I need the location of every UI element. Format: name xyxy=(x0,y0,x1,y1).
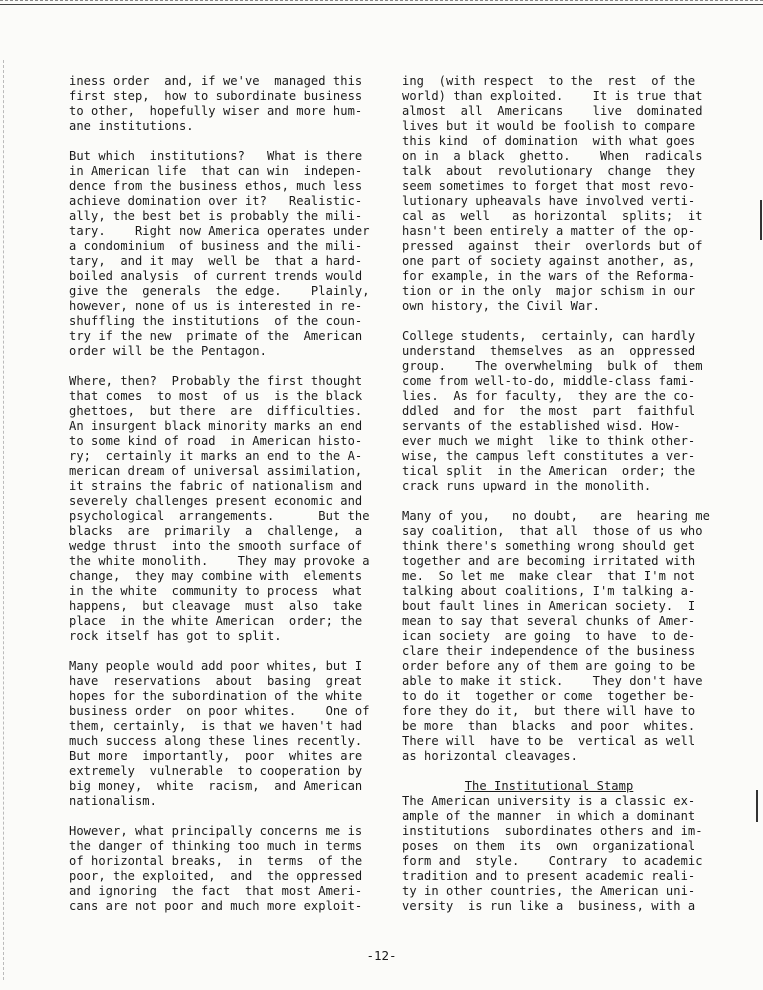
text-line: happens, but cleavage must also take xyxy=(69,599,363,613)
text-line: But more importantly, poor whites are xyxy=(69,749,363,763)
text-line: poor, the exploited, and the oppressed xyxy=(69,869,363,883)
text-line: hopes for the subordination of the white xyxy=(69,689,363,703)
paragraph xyxy=(69,74,371,134)
page-number: -12- xyxy=(366,948,397,963)
text-line: able to make it stick. They don't have xyxy=(402,674,703,688)
page-edge xyxy=(3,60,5,980)
text-line: of horizontal breaks, in terms of the xyxy=(69,854,363,868)
text-line: wedge thrust into the smooth surface of xyxy=(69,539,363,553)
text-line: servants of the established wisd. How- xyxy=(402,419,681,433)
text-line: first step, how to subordinate business xyxy=(69,89,363,103)
text-line: think there's something wrong should get xyxy=(402,539,696,553)
text-line: Where, then? Probably the first thought xyxy=(69,374,363,388)
text-line: iness order and, if we've managed this xyxy=(69,74,363,88)
right-column xyxy=(402,74,710,929)
text-line: ghettoes, but there are difficulties. xyxy=(69,404,363,418)
text-line: ry; certainly it marks an end to the A- xyxy=(69,449,363,463)
text-line: however, none of us is interested in re- xyxy=(69,299,363,313)
text-line: cal as well as horizontal splits; it xyxy=(402,209,703,223)
text-line: come from well-to-do, middle-class fami- xyxy=(402,374,696,388)
text-line: Many of you, no doubt, are hearing me xyxy=(402,509,710,523)
text-line: give the generals the edge. Plainly, xyxy=(69,284,370,298)
paragraph xyxy=(402,329,704,494)
text-line: tical split in the American order; the xyxy=(402,464,696,478)
left-column xyxy=(69,74,371,929)
text-line: be more than blacks and poor whites. xyxy=(402,719,696,733)
paragraph xyxy=(402,779,704,914)
text-line: have reservations about basing great xyxy=(69,674,363,688)
text-line: rock itself has got to split. xyxy=(69,629,282,643)
text-line: An insurgent black minority marks an end xyxy=(69,419,363,433)
text-line: as horizontal cleavages. xyxy=(402,749,578,763)
text-line: lives but it would be foolish to compare xyxy=(402,119,696,133)
text-line: business order on poor whites. One of xyxy=(69,704,370,718)
text-line: However, what principally concerns me is xyxy=(69,824,363,838)
text-line: extremely vulnerable to cooperation by xyxy=(69,764,363,778)
section-heading: The Institutional Stamp xyxy=(464,779,634,793)
text-line: tary. Right now America operates under xyxy=(69,224,370,238)
text-line: change, they may combine with elements xyxy=(69,569,363,583)
text-line: understand themselves as an oppressed xyxy=(402,344,696,358)
text-line: hasn't been entirely a matter of the op- xyxy=(402,224,696,238)
text-line: own history, the Civil War. xyxy=(402,299,600,313)
text-line: merican dream of universal assimilation, xyxy=(69,464,363,478)
text-line: me. So let me make clear that I'm not xyxy=(402,569,696,583)
text-line: ing (with respect to the rest of the xyxy=(402,74,696,88)
text-line: tion or in the only major schism in our xyxy=(402,284,696,298)
text-line: mean to say that several chunks of Amer- xyxy=(402,614,696,628)
text-line: clare their independence of the business xyxy=(402,644,696,658)
text-line: in the white community to process what xyxy=(69,584,363,598)
text-line: boiled analysis of current trends would xyxy=(69,269,363,283)
text-line: crack runs upward in the monolith. xyxy=(402,479,652,493)
text-line: blacks are primarily a challenge, a xyxy=(69,524,363,538)
text-line: say coalition, that all those of us who xyxy=(402,524,703,538)
text-line: world) than exploited. It is true that xyxy=(402,89,703,103)
text-line: talking about coalitions, I'm talking a- xyxy=(402,584,696,598)
text-line: it strains the fabric of nationalism and xyxy=(69,479,363,493)
text-line: College students, certainly, can hardly xyxy=(402,329,696,343)
text-line: lies. As for faculty, they are the co- xyxy=(402,389,696,403)
paragraph xyxy=(69,374,371,644)
paragraph xyxy=(69,659,371,809)
text-line: to some kind of road in American histo- xyxy=(69,434,363,448)
text-line: a condominium of business and the mili- xyxy=(69,239,363,253)
text-line: on in a black ghetto. When radicals xyxy=(402,149,703,163)
text-line: try if the new primate of the American xyxy=(69,329,363,343)
paragraph xyxy=(402,74,704,314)
text-line: tradition and to present academic reali- xyxy=(402,869,696,883)
paragraph xyxy=(69,149,371,359)
text-line: fore they do it, but there will have to xyxy=(402,704,696,718)
top-rule xyxy=(0,0,763,5)
text-line: that comes to most of us is the black xyxy=(69,389,363,403)
text-line: one part of society against another, as, xyxy=(402,254,696,268)
text-line: ican society are going to have to de- xyxy=(402,629,696,643)
paragraph xyxy=(402,509,710,764)
text-line: ddled and for the most part faithful xyxy=(402,404,696,418)
text-line: tary, and it may well be that a hard- xyxy=(69,254,363,268)
text-line: severely challenges present economic and xyxy=(69,494,363,508)
text-line: achieve domination over it? Realistic- xyxy=(69,194,363,208)
text-line: psychological arrangements. But the xyxy=(69,509,370,523)
margin-mark xyxy=(756,790,758,822)
text-line: together and are becoming irritated with xyxy=(402,554,696,568)
text-line: lutionary upheavals have involved verti- xyxy=(402,194,696,208)
text-line: shuffling the institutions of the coun- xyxy=(69,314,363,328)
text-line: and ignoring the fact that most Ameri- xyxy=(69,884,363,898)
text-line: order will be the Pentagon. xyxy=(69,344,267,358)
text-line: The American university is a classic ex- xyxy=(402,794,696,808)
text-line: the danger of thinking too much in terms xyxy=(69,839,363,853)
text-line: them, certainly, is that we haven't had xyxy=(69,719,363,733)
text-line: group. The overwhelming bulk of them xyxy=(402,359,703,373)
text-line: ane institutions. xyxy=(69,119,194,133)
text-line: But which institutions? What is there xyxy=(69,149,363,163)
text-line: versity is run like a business, with a xyxy=(402,899,696,913)
text-line: nationalism. xyxy=(69,794,157,808)
text-line: bout fault lines in American society. I xyxy=(402,599,696,613)
text-line: ally, the best bet is probably the mili- xyxy=(69,209,363,223)
text-line: to do it together or come together be- xyxy=(402,689,696,703)
text-line: for example, in the wars of the Reforma- xyxy=(402,269,696,283)
margin-mark xyxy=(760,200,762,240)
text-line: big money, white racism, and American xyxy=(69,779,363,793)
text-line: Many people would add poor whites, but I xyxy=(69,659,363,673)
text-line: order before any of them are going to be xyxy=(402,659,696,673)
text-line: poses on them its own organizational xyxy=(402,839,696,853)
text-line: ample of the manner in which a dominant xyxy=(402,809,696,823)
text-line: cans are not poor and much more exploit- xyxy=(69,899,363,913)
text-line: There will have to be vertical as well xyxy=(402,734,696,748)
text-line: form and style. Contrary to academic xyxy=(402,854,703,868)
text-line: the white monolith. They may provoke a xyxy=(69,554,370,568)
text-line: ever much we might like to think other- xyxy=(402,434,696,448)
text-line: ty in other countries, the American uni- xyxy=(402,884,696,898)
text-line: much success along these lines recently. xyxy=(69,734,363,748)
text-line: seem sometimes to forget that most revo- xyxy=(402,179,696,193)
text-line: in American life that can win indepen- xyxy=(69,164,363,178)
text-line: dence from the business ethos, much less xyxy=(69,179,363,193)
text-line: pressed against their overlords but of xyxy=(402,239,703,253)
text-line: talk about revolutionary change they xyxy=(402,164,696,178)
text-line: to other, hopefully wiser and more hum- xyxy=(69,104,363,118)
text-line: wise, the campus left constitutes a ver- xyxy=(402,449,696,463)
text-line: place in the white American order; the xyxy=(69,614,363,628)
text-line: institutions subordinates others and im- xyxy=(402,824,703,838)
paragraph xyxy=(69,824,371,914)
text-line: almost all Americans live dominated xyxy=(402,104,703,118)
text-line: this kind of domination with what goes xyxy=(402,134,696,148)
